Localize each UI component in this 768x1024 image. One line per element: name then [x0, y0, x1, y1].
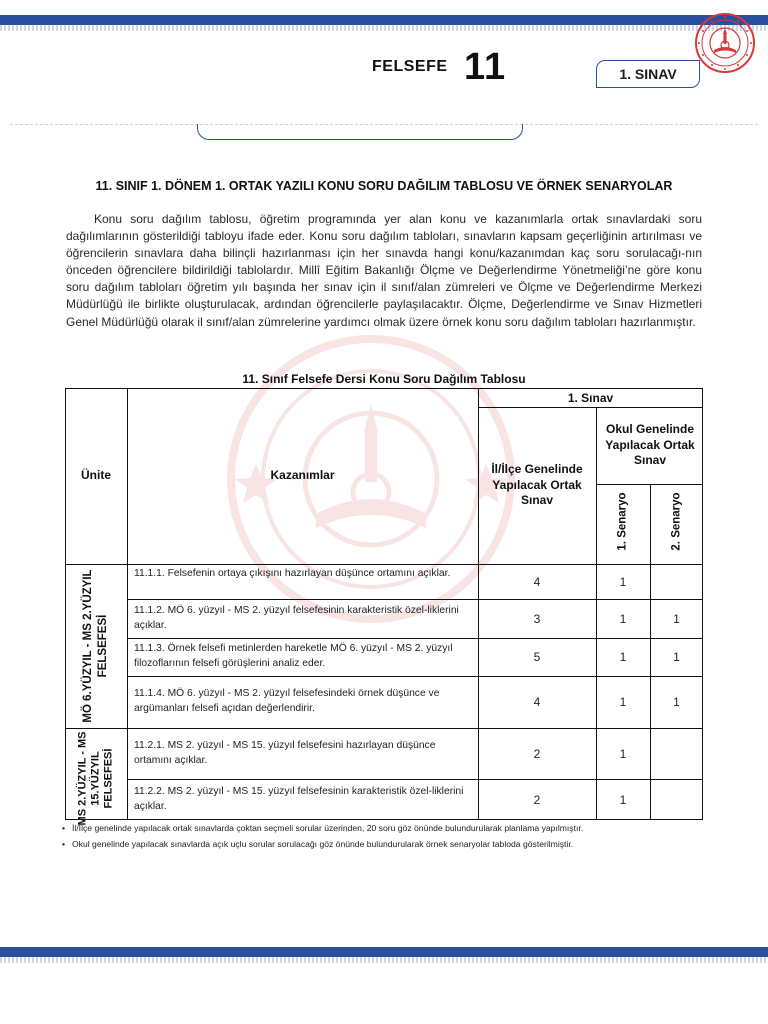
row-line	[65, 564, 703, 565]
row-line	[65, 728, 703, 729]
row-line	[127, 779, 703, 780]
bottom-hatch-band	[0, 957, 768, 963]
scenario1-count: 1	[619, 650, 627, 664]
outcome-cell: 11.2.2. MS 2. yüzyıl - MS 15. yüzyıl felsefesinin karakteristik özel-liklerini açıklar.	[134, 786, 464, 812]
header-unit: Ünite	[81, 468, 111, 482]
grade-number: 11	[464, 46, 507, 88]
scenario1-count: 1	[619, 793, 627, 807]
table-caption: 11. Sınıf Felsefe Dersi Konu Soru Dağılım Tablosu	[242, 372, 526, 386]
header-outcomes: Kazanımlar	[270, 468, 335, 482]
subject-title: FELSEFE	[372, 58, 448, 75]
header-bracket	[197, 124, 523, 140]
scenario2-count: 1	[673, 695, 680, 709]
exam-tab	[596, 60, 700, 88]
scenario1-count: 1	[619, 695, 627, 709]
outcome-cell: 11.1.4. MÖ 6. yüzyıl - MS 2. yüzyıl felsefesindeki örnek düşünce ve argümanları felsefi açıdan değerlendirir.	[134, 688, 440, 714]
header-province: İl/İlçe Genelinde Yapılacak Ortak Sınav	[491, 462, 583, 507]
header-scenario-2: 2. Senaryo	[670, 492, 683, 551]
scenario1-count: 1	[619, 575, 627, 589]
footnote-text: Okul genelinde yapılacak sınavlarda açık uçlu sorular sorulacağı göz önünde bulundurularak örnek senaryolar tabloda gösterilmiştir.	[72, 839, 574, 849]
col-line	[127, 388, 128, 820]
row-line	[596, 484, 703, 485]
province-count: 3	[533, 612, 541, 626]
bottom-blue-band	[0, 947, 768, 957]
header-exam: 1. Sınav	[567, 391, 614, 405]
province-count: 5	[533, 650, 541, 664]
province-count: 2	[533, 793, 541, 807]
scenario1-count: 1	[619, 747, 627, 761]
outcome-cell: 11.1.2. MÖ 6. yüzyıl - MS 2. yüzyıl felsefesinin karakteristik özel-liklerini açıklar.	[134, 605, 459, 631]
top-blue-band	[0, 15, 768, 25]
row-line	[127, 638, 703, 639]
intro-paragraph: Konu soru dağılım tablosu, öğretim programında yer alan konu ve kazanımlarla ortak sınavlardaki soru dağılımlarının gösterildiği tabloyu ifade eder. Konu soru dağılım tabloları, sınavların kapsam geçerliğinin artırılması ve öğrencilerin sınavlara daha bilinçli hazırlanması için her sınavda hangi konu/kazanımdan kaç soru sorulacağı-nın önceden öğrencilere bildirildiği tablolardır. Millî Eğitim Bakanlığı Ölçme ve Değerlendirme Yönetmeliği’ne göre konu soru dağılım tabloları öğretim yılı başında her sınav için il sınıf/alan zümreleri ve Ölçme ve Değerlendirme Merkezi Müdürlüğü ile birlikte oluşturulacak, ardından öğrencilerle paylaşılacaktır. Ölçme, Değerlendirme ve Sınav Hizmetleri Genel Müdürlüğü olarak il sınıf/alan zümrelerine yardımcı olmak üzere örnek konu soru dağılım tabloları hazırlanmıştır.	[66, 212, 702, 329]
scenario1-count: 1	[619, 612, 627, 626]
footnote: • İl/İlçe genelinde yapılacak ortak sınavlarda çoktan seçmeli sorular üzerinden, 20 soru göz önünde bulundurularak planlama yapılmıştır.	[62, 823, 584, 833]
footnote-text: İl/İlçe genelinde yapılacak ortak sınavlarda çoktan seçmeli sorular üzerinden, 20 soru göz önünde bulundurularak planlama yapılmıştır.	[72, 823, 584, 833]
scenario2-count: 1	[673, 650, 680, 664]
row-line	[127, 676, 703, 677]
province-count: 4	[533, 575, 541, 589]
outcome-cell: 11.2.1. MS 2. yüzyıl - MS 15. yüzyıl felsefesini hazırlayan düşünce ortamını açıklar.	[134, 740, 436, 766]
unit-label-2: MS 2.YÜZYIL - MS 15.YÜZYIL FELSEFESİ	[76, 731, 115, 826]
document-title: 11. SINIF 1. DÖNEM 1. ORTAK YAZILI KONU SORU DAĞILIM TABLOSU VE ÖRNEK SENARYOLAR	[95, 179, 673, 193]
header-school: Okul Genelinde Yapılacak Ortak Sınav	[605, 422, 695, 467]
unit-label-1: MÖ 6.YÜZYIL - MS 2.YÜZYIL FELSEFESİ	[82, 569, 109, 723]
meb-seal-icon	[694, 12, 756, 74]
header-scenario-1: 1. Senaryo	[616, 492, 629, 551]
exam-tab-label: 1. SINAV	[619, 66, 677, 82]
row-line	[478, 407, 703, 408]
top-hatch-band	[0, 25, 768, 31]
footnote: • Okul genelinde yapılacak sınavlarda açık uçlu sorular sorulacağı göz önünde bulundurularak örnek senaryolar tabloda gösterilmiştir.	[62, 839, 574, 849]
outcome-cell: 11.1.1. Felsefenin ortaya çıkışını hazırlayan düşünce ortamını açıklar.	[134, 568, 451, 579]
province-count: 4	[533, 695, 541, 709]
scenario2-count: 1	[673, 612, 680, 626]
province-count: 2	[533, 747, 541, 761]
row-line	[127, 599, 703, 600]
outcome-cell: 11.1.3. Örnek felsefi metinlerden hareketle MÖ 6. yüzyıl - MS 2. yüzyıl filozoflarının felsefi görüşlerini analiz eder.	[134, 643, 453, 669]
